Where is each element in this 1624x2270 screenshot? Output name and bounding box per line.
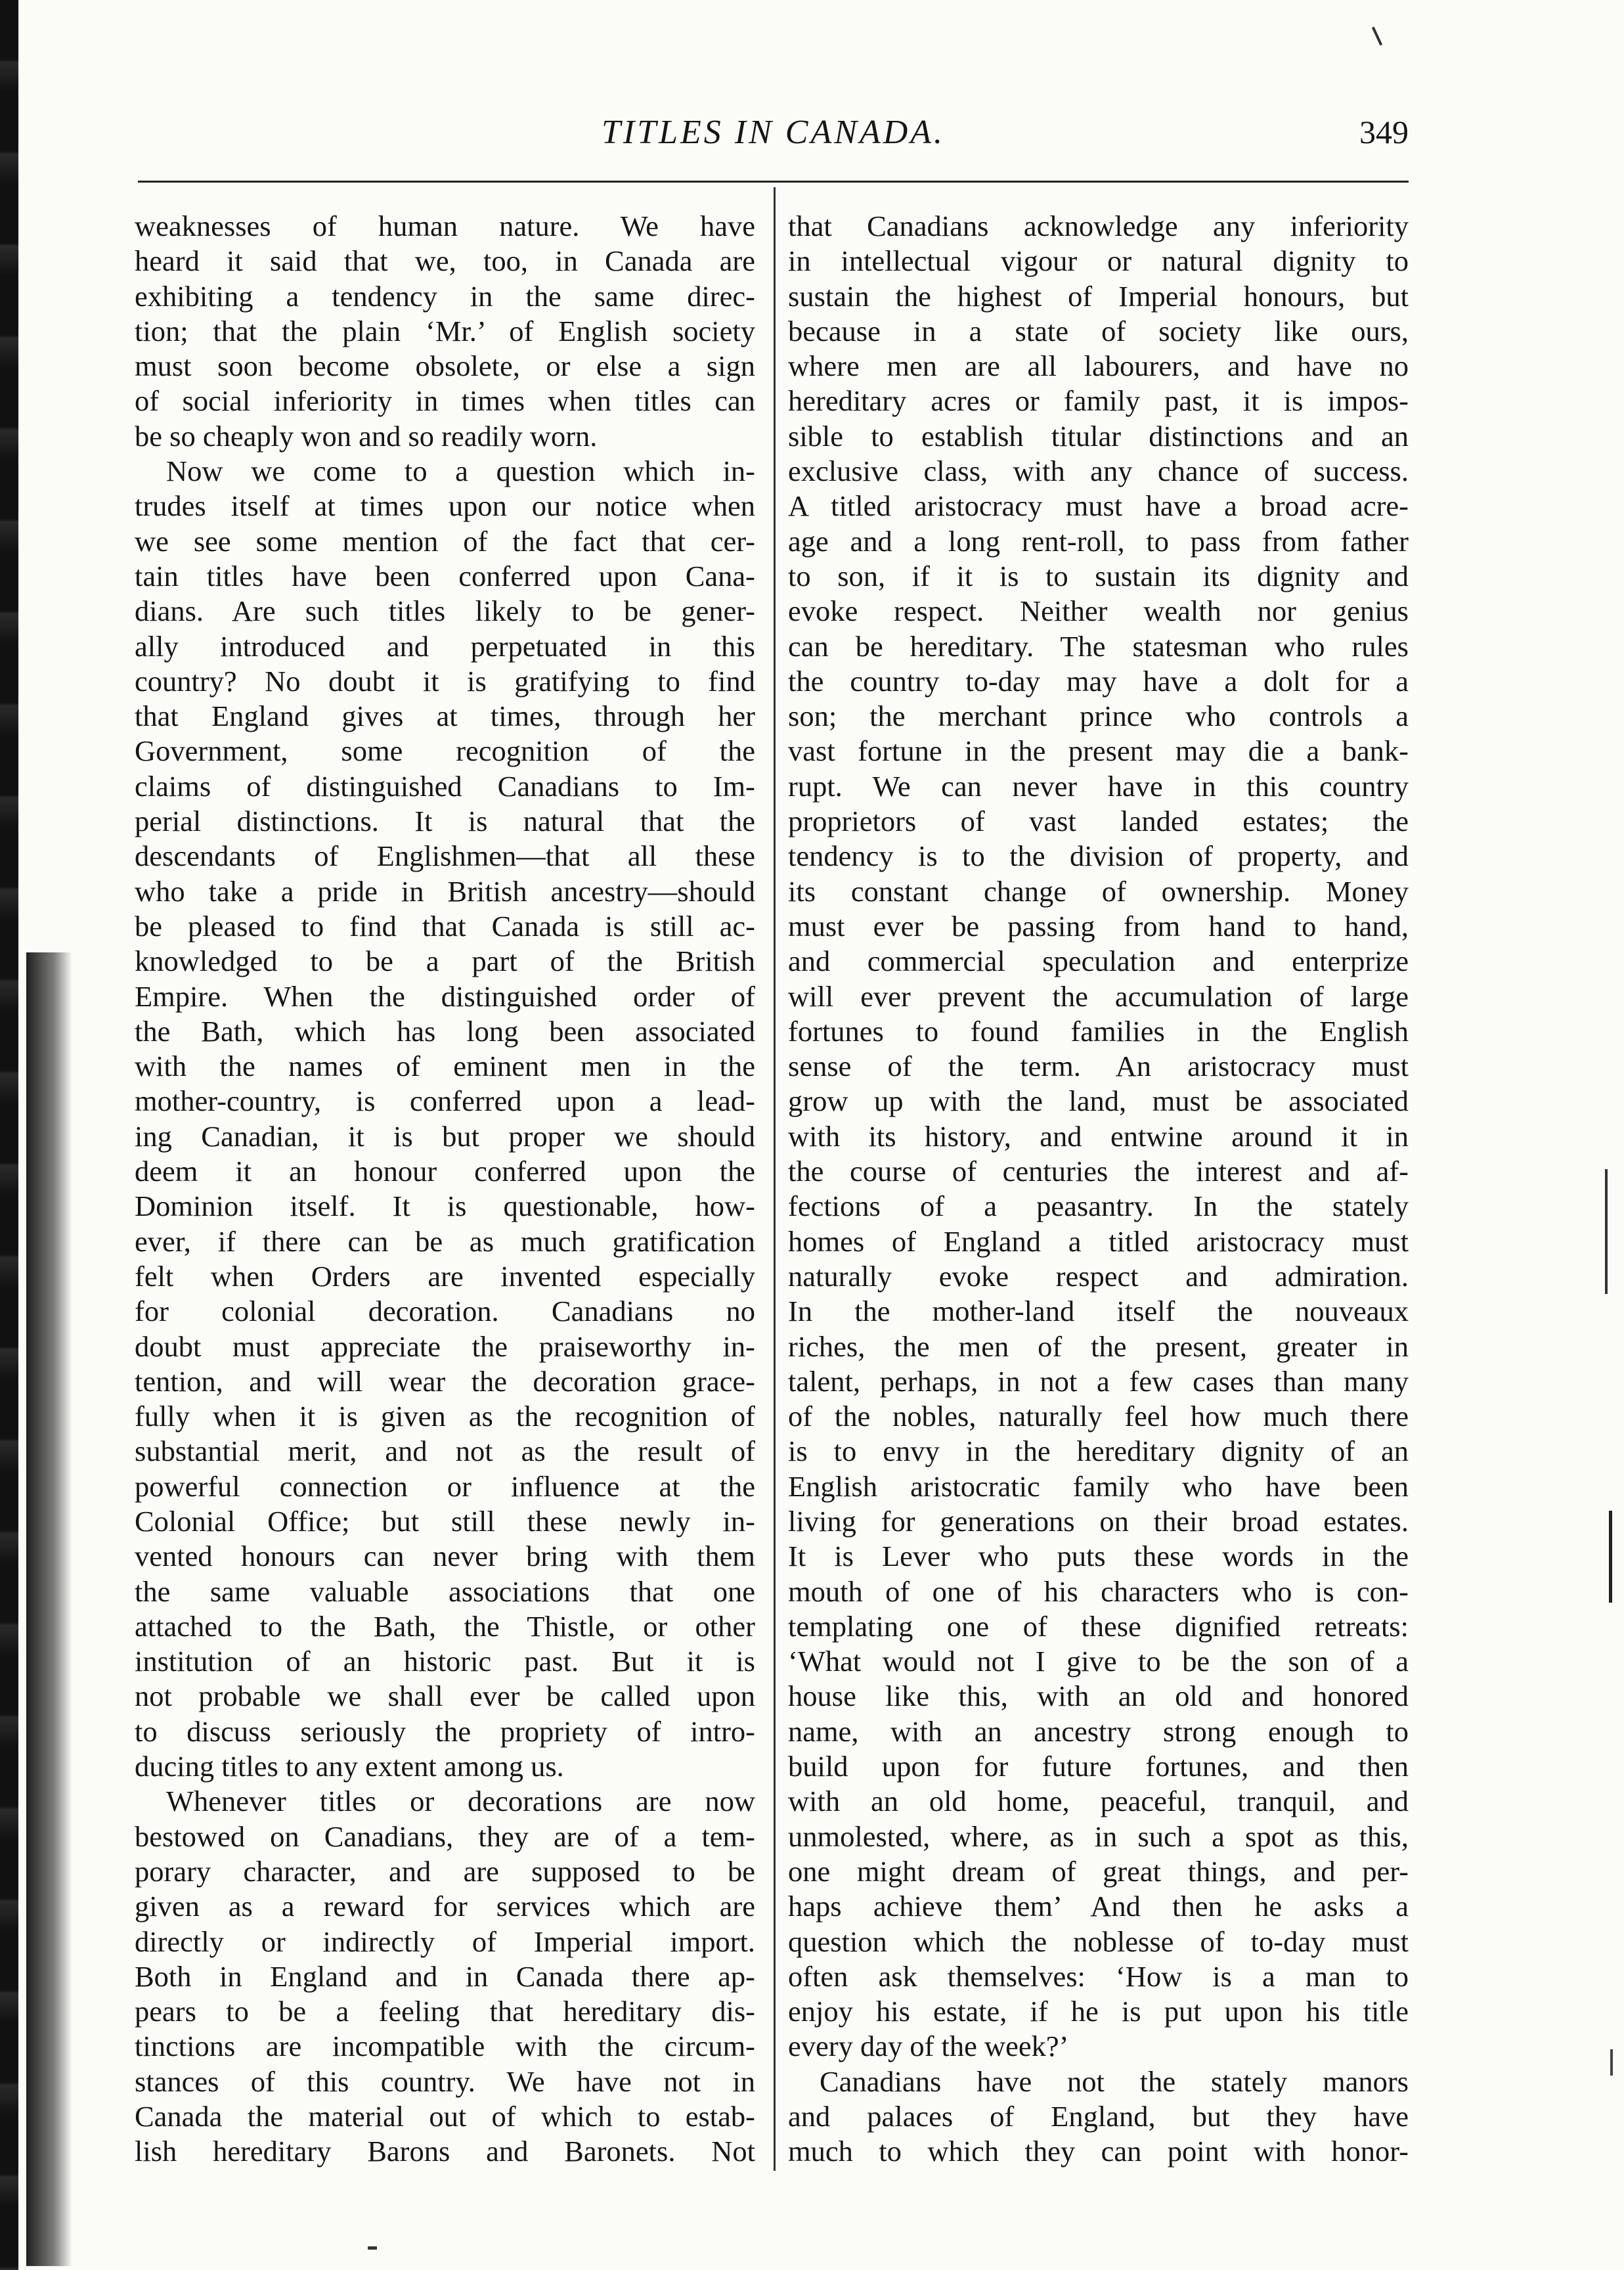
header-rule <box>138 181 1409 183</box>
text-line: Canadians have not the stately manors <box>820 2064 1409 2098</box>
text-line: grow up with the land, must be associated <box>788 1084 1409 1118</box>
text-line: templating one of these dignified retreats: <box>788 1609 1409 1643</box>
text-line: tain titles have been conferred upon Cana- <box>135 559 755 592</box>
running-title: TITLES IN CANADA. <box>601 114 946 151</box>
text-line: Dominion itself. It is questionable, how- <box>135 1190 755 1223</box>
right-column <box>788 209 1409 2170</box>
scan-mark <box>1605 1169 1608 1294</box>
text-line: doubt must appreciate the praiseworthy in- <box>135 1329 755 1363</box>
text-line: rupt. We can never have in this country <box>788 769 1409 803</box>
text-line: tinctions are incompatible with the circum- <box>135 2030 755 2063</box>
text-line: of social inferiority in times when titles can <box>135 384 755 418</box>
text-line: to discuss seriously the propriety of intro- <box>135 1714 755 1748</box>
text-line: who take a pride in British ancestry—should <box>135 874 755 908</box>
text-line: the Bath, which has long been associated <box>135 1014 755 1048</box>
column-divider <box>774 187 776 2171</box>
text-line: often ask themselves: ‘How is a man to <box>788 1959 1409 1993</box>
text-line: build upon for future fortunes, and then <box>788 1750 1409 1783</box>
text-line: deem it an honour conferred upon the <box>135 1155 755 1188</box>
text-line: to son, if it is to sustain its dignity and <box>788 559 1409 592</box>
text-line: we see some mention of the fact that cer- <box>135 524 755 558</box>
text-line: trudes itself at times upon our notice when <box>135 489 755 523</box>
text-line: A titled aristocracy must have a broad acre- <box>788 489 1409 523</box>
text-line: naturally evoke respect and admiration. <box>788 1259 1409 1293</box>
text-line: must ever be passing from hand to hand, <box>788 909 1409 943</box>
text-line: for colonial decoration. Canadians no <box>135 1295 755 1328</box>
text-line: living for generations on their broad estates. <box>788 1504 1409 1538</box>
text-line: country? No doubt it is gratifying to find <box>135 664 755 698</box>
text-line: powerful connection or influence at the <box>135 1469 755 1503</box>
text-line: In the mother-land itself the nouveaux <box>788 1295 1409 1328</box>
text-line: Government, some recognition of the <box>135 734 755 768</box>
text-line: ally introduced and perpetuated in this <box>135 629 755 663</box>
text-line: substantial merit, and not as the result of <box>135 1435 755 1468</box>
text-line: its constant change of ownership. Money <box>788 874 1409 908</box>
text-line: perial distinctions. It is natural that the <box>135 805 755 838</box>
text-line: knowledged to be a part of the British <box>135 945 755 978</box>
text-line: in intellectual vigour or natural dignity to <box>788 244 1409 278</box>
text-line: Now we come to a question which in- <box>166 455 755 488</box>
text-line: question which the noblesse of to-day must <box>788 1925 1409 1958</box>
text-line: heard it said that we, too, in Canada are <box>135 244 755 278</box>
text-line: much to which they can point with honor- <box>788 2135 1409 2168</box>
text-line: evoke respect. Neither wealth nor genius <box>788 594 1409 628</box>
text-line: English aristocratic family who have been <box>788 1469 1409 1503</box>
text-line: that Canadians acknowledge any inferiority <box>788 210 1409 242</box>
text-line: and palaces of England, but they have <box>788 2100 1409 2133</box>
text-line: unmolested, where, as in such a spot as this, <box>788 1819 1409 1853</box>
text-line: pears to be a feeling that hereditary dis- <box>135 1995 755 2028</box>
text-line: ing Canadian, it is but proper we should <box>135 1119 755 1153</box>
text-line: riches, the men of the present, greater in <box>788 1329 1409 1363</box>
text-line: tion; that the plain ‘Mr.’ of English society <box>135 314 755 347</box>
scan-mark <box>1609 1511 1612 1603</box>
text-line: ‘What would not I give to be the son of a <box>788 1645 1409 1678</box>
text-line: fortunes to found families in the English <box>788 1014 1409 1048</box>
text-line: weaknesses of human nature. We have <box>135 210 755 242</box>
scan-mark <box>368 2246 377 2250</box>
scan-mark <box>1610 2049 1613 2076</box>
text-line: tendency is to the division of property, and <box>788 839 1409 873</box>
page-header <box>138 110 1409 163</box>
text-line: name, with an ancestry strong enough to <box>788 1714 1409 1748</box>
text-line: son; the merchant prince who controls a <box>788 700 1409 733</box>
text-line: be so cheaply won and so readily worn. <box>135 419 598 453</box>
text-line: the same valuable associations that one <box>135 1574 755 1608</box>
text-line: exhibiting a tendency in the same direc- <box>135 279 755 313</box>
text-line: Colonial Office; but still these newly in- <box>135 1504 755 1538</box>
text-line: must soon become obsolete, or else a sign <box>135 349 755 383</box>
page-shadow <box>26 952 72 2266</box>
text-line: with its history, and entwine around it in <box>788 1119 1409 1153</box>
page-number: 349 <box>1359 114 1409 150</box>
text-line: homes of England a titled aristocracy must <box>788 1224 1409 1258</box>
text-line: exclusive class, with any chance of success. <box>788 455 1409 488</box>
text-line: mouth of one of his characters who is con- <box>788 1574 1409 1608</box>
left-column <box>135 209 755 2170</box>
text-line: tention, and will wear the decoration grace- <box>135 1364 755 1398</box>
text-line: hereditary acres or family past, it is impos- <box>788 384 1409 418</box>
text-line: ever, if there can be as much gratification <box>135 1224 755 1258</box>
text-line: house like this, with an old and honored <box>788 1680 1409 1713</box>
scan-mark <box>1372 27 1382 46</box>
text-line: Both in England and in Canada there ap- <box>135 1959 755 1993</box>
text-line: proprietors of vast landed estates; the <box>788 805 1409 838</box>
text-line: given as a reward for services which are <box>135 1890 755 1923</box>
text-line: of the nobles, naturally feel how much there <box>788 1400 1409 1433</box>
text-line: institution of an historic past. But it is <box>135 1645 755 1678</box>
text-line: stances of this country. We have not in <box>135 2064 755 2098</box>
text-line: attached to the Bath, the Thistle, or other <box>135 1609 755 1643</box>
text-line: and commercial speculation and enterprize <box>788 945 1409 978</box>
text-line: is to envy in the hereditary dignity of an <box>788 1435 1409 1468</box>
text-line: vast fortune in the present may die a bank- <box>788 734 1409 768</box>
text-line: age and a long rent-roll, to pass from father <box>788 524 1409 558</box>
text-line: lish hereditary Barons and Baronets. Not <box>135 2135 755 2168</box>
text-line: It is Lever who puts these words in the <box>788 1540 1409 1573</box>
binding-edge <box>0 0 18 2270</box>
text-line: with the names of eminent men in the <box>135 1050 755 1083</box>
text-line: haps achieve them’ And then he asks a <box>788 1890 1409 1923</box>
text-line: directly or indirectly of Imperial import. <box>135 1925 755 1958</box>
text-line: not probable we shall ever be called upon <box>135 1680 755 1713</box>
text-line: mother-country, is conferred upon a lead- <box>135 1084 755 1118</box>
text-line: sustain the highest of Imperial honours, but <box>788 279 1409 313</box>
text-line: with an old home, peaceful, tranquil, and <box>788 1785 1409 1818</box>
text-line: the country to-day may have a dolt for a <box>788 664 1409 698</box>
text-line: descendants of Englishmen—that all these <box>135 839 755 873</box>
text-line: where men are all labourers, and have no <box>788 349 1409 383</box>
text-line: talent, perhaps, in not a few cases than many <box>788 1364 1409 1398</box>
text-line: Whenever titles or decorations are now <box>166 1785 755 1818</box>
text-line: every day of the week?’ <box>788 2030 1069 2063</box>
text-line: ducing titles to any extent among us. <box>135 1750 564 1783</box>
text-line: felt when Orders are invented especially <box>135 1259 755 1293</box>
text-line: can be hereditary. The statesman who rules <box>788 629 1409 663</box>
text-line: sible to establish titular distinctions and an <box>788 419 1409 453</box>
text-line: sense of the term. An aristocracy must <box>788 1050 1409 1083</box>
text-line: fully when it is given as the recognition of <box>135 1400 755 1433</box>
text-line: will ever prevent the accumulation of large <box>788 979 1409 1013</box>
text-line: porary character, and are supposed to be <box>135 1854 755 1888</box>
text-line: be pleased to find that Canada is still ac- <box>135 909 755 943</box>
text-line: vented honours can never bring with them <box>135 1540 755 1573</box>
text-line: claims of distinguished Canadians to Im- <box>135 769 755 803</box>
text-line: fections of a peasantry. In the stately <box>788 1190 1409 1223</box>
text-line: because in a state of society like ours, <box>788 314 1409 347</box>
text-line: Empire. When the distinguished order of <box>135 979 755 1013</box>
text-line: Canada the material out of which to estab- <box>135 2100 755 2133</box>
text-line: one might dream of great things, and per- <box>788 1854 1409 1888</box>
text-line: bestowed on Canadians, they are of a tem- <box>135 1819 755 1853</box>
text-line: dians. Are such titles likely to be gener- <box>135 594 755 628</box>
text-line: that England gives at times, through her <box>135 700 755 733</box>
text-line: enjoy his estate, if he is put upon his title <box>788 1995 1409 2028</box>
text-line: the course of centuries the interest and af- <box>788 1155 1409 1188</box>
